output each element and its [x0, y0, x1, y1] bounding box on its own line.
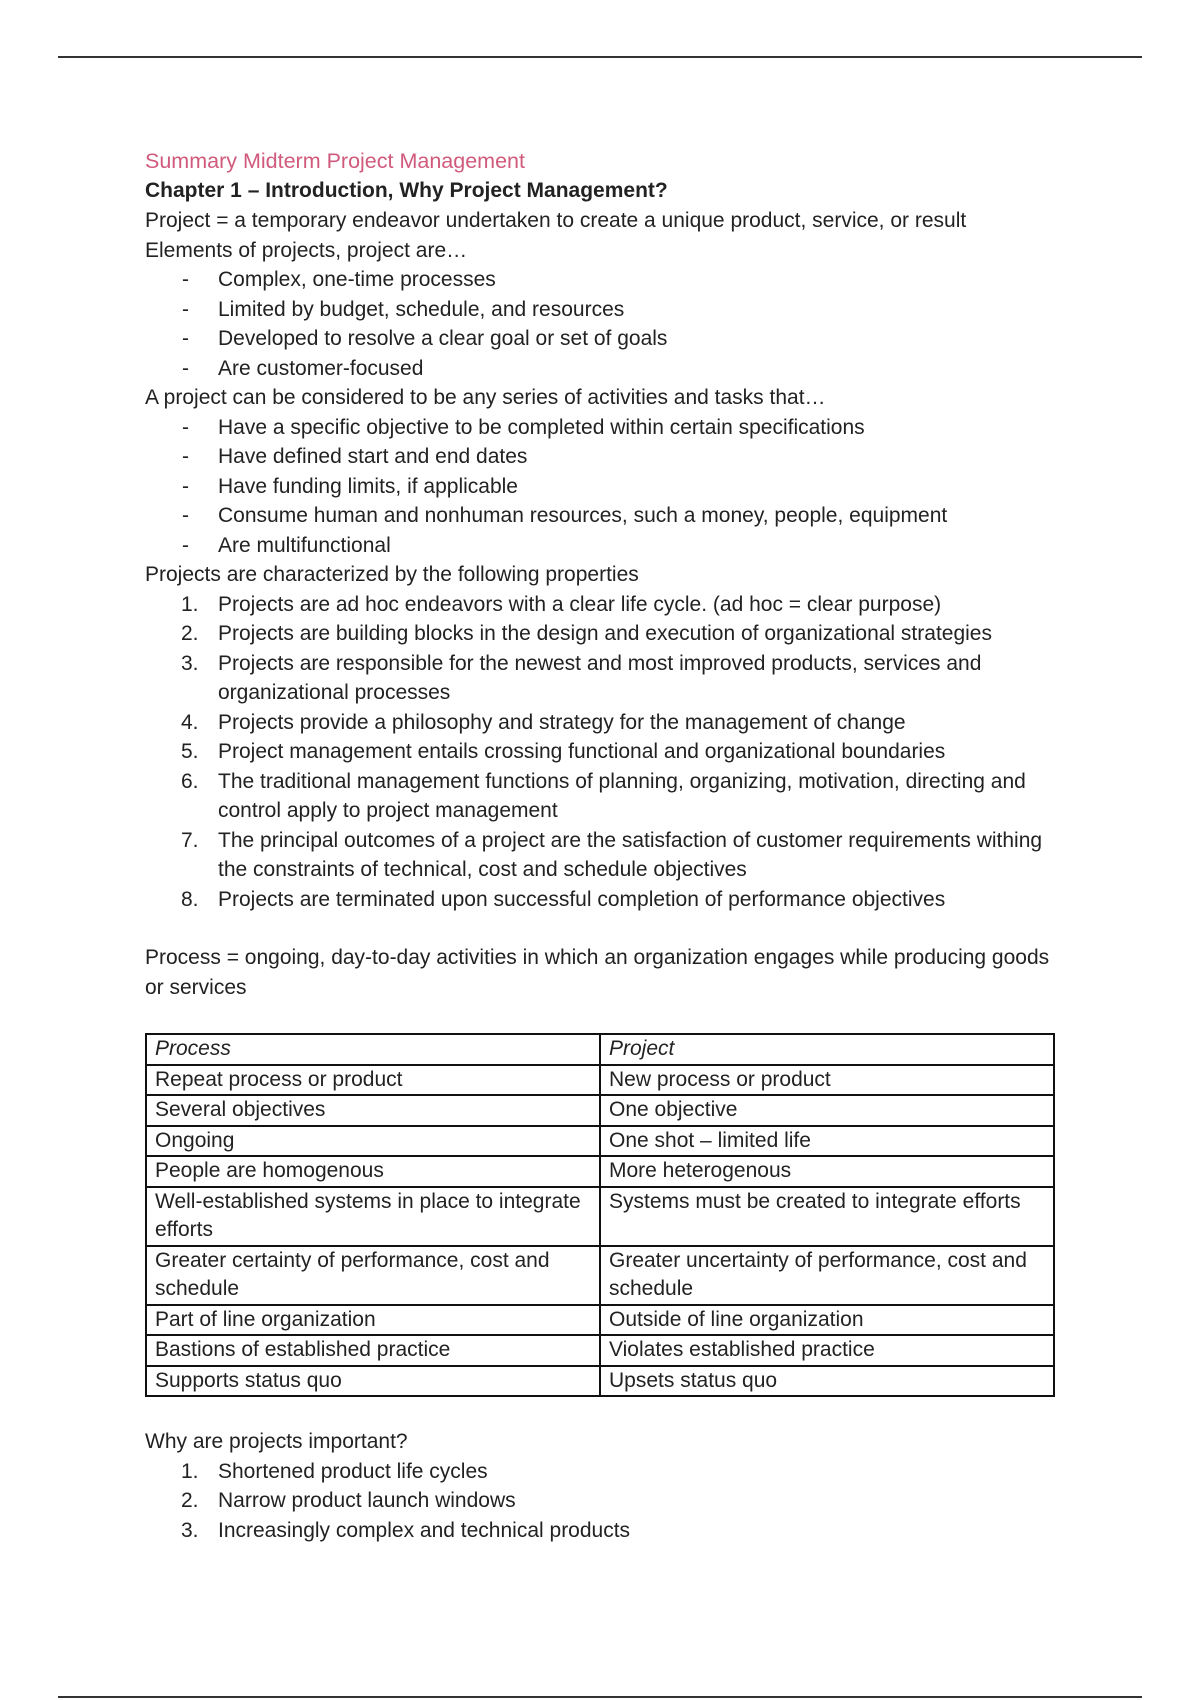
- table-cell: Upsets status quo: [600, 1366, 1054, 1397]
- header-rule: [58, 56, 1142, 58]
- list-number: 4.: [181, 710, 199, 734]
- table-cell: Repeat process or product: [146, 1065, 600, 1096]
- table-cell: Greater uncertainty of performance, cost and schedule: [600, 1246, 1054, 1305]
- list-item: - Complex, one-time processes: [145, 265, 1055, 295]
- elements-intro: Elements of projects, project are…: [145, 238, 468, 262]
- chapter-heading: Chapter 1 – Introduction, Why Project Management?: [145, 179, 668, 202]
- spacer: [145, 1397, 1055, 1427]
- list-item: 1. Projects are ad hoc endeavors with a clear life cycle. (ad hoc = clear purpose): [145, 590, 1055, 620]
- properties-list: [145, 590, 1055, 915]
- list-item: - Developed to resolve a clear goal or set of goals: [145, 324, 1055, 354]
- activities-intro: A project can be considered to be any series of activities and tasks that…: [145, 386, 826, 409]
- dash-bullet: -: [182, 356, 189, 380]
- table-row: [146, 1187, 1054, 1246]
- list-number: 7.: [181, 828, 199, 852]
- table-cell: Greater certainty of performance, cost and schedule: [146, 1246, 600, 1305]
- list-number: 3.: [181, 651, 199, 675]
- table-cell: Supports status quo: [146, 1366, 600, 1397]
- table-cell: Bastions of established practice: [146, 1335, 600, 1366]
- list-number: 6.: [181, 769, 199, 793]
- process-vs-project-table: [145, 1033, 1055, 1397]
- table-cell: Outside of line organization: [600, 1305, 1054, 1336]
- table-header-cell: Process: [146, 1034, 600, 1065]
- footer-rule: [58, 1696, 1142, 1698]
- elements-list: [145, 265, 1055, 383]
- table-row: [146, 1126, 1054, 1157]
- list-number: 2.: [181, 622, 199, 645]
- list-item: - Have a specific objective to be completed within certain specifications: [145, 413, 1055, 443]
- importance-list: [145, 1457, 1055, 1546]
- table-header-row: [146, 1034, 1054, 1065]
- list-item: - Have funding limits, if applicable: [145, 472, 1055, 502]
- list-number: 1.: [181, 592, 199, 616]
- dash-bullet: -: [182, 533, 189, 557]
- table-cell: Part of line organization: [146, 1305, 600, 1336]
- table-row: [146, 1156, 1054, 1187]
- dash-bullet: -: [182, 297, 189, 321]
- process-definition: Process = ongoing, day-to-day activities in which an organization engages while producing goods or services: [145, 946, 1050, 999]
- dash-bullet: -: [182, 474, 189, 498]
- table-cell: People are homogenous: [146, 1156, 600, 1187]
- list-item: 3. Increasingly complex and technical products: [145, 1516, 1055, 1546]
- table-row: [146, 1366, 1054, 1397]
- list-item: - Consume human and nonhuman resources, such a money, people, equipment: [145, 501, 1055, 531]
- table-cell: More heterogenous: [600, 1156, 1054, 1187]
- project-definition: Project = a temporary endeavor undertaken to create a unique product, service, or result: [145, 209, 967, 232]
- table-cell: Violates established practice: [600, 1335, 1054, 1366]
- list-item: 1. Shortened product life cycles: [145, 1457, 1055, 1487]
- dash-bullet: -: [182, 415, 189, 439]
- document-body: [145, 146, 1055, 1545]
- dash-bullet: -: [182, 268, 189, 291]
- table-cell: New process or product: [600, 1065, 1054, 1096]
- table-cell: Several objectives: [146, 1095, 600, 1126]
- list-item: - Are multifunctional: [145, 531, 1055, 561]
- activities-list: [145, 413, 1055, 561]
- list-item: 3. Projects are responsible for the newest and most improved products, services and organizational processes: [145, 649, 1055, 708]
- list-item: - Limited by budget, schedule, and resources: [145, 295, 1055, 325]
- spacer: [145, 1002, 1055, 1033]
- table-header-cell: Project: [600, 1034, 1054, 1065]
- list-item: 7. The principal outcomes of a project are the satisfaction of customer requirements withing the constraints of technical, cost and schedule objectives: [145, 826, 1055, 885]
- table-cell: Ongoing: [146, 1126, 600, 1157]
- list-item: 5. Project management entails crossing functional and organizational boundaries: [145, 737, 1055, 767]
- list-item: 2. Narrow product launch windows: [145, 1486, 1055, 1516]
- table-row: [146, 1246, 1054, 1305]
- list-number: 3.: [181, 1518, 199, 1542]
- list-item: 2. Projects are building blocks in the design and execution of organizational strategies: [145, 619, 1055, 649]
- document-title: Summary Midterm Project Management: [145, 149, 525, 173]
- dash-bullet: -: [182, 445, 189, 468]
- list-number: 5.: [181, 740, 199, 763]
- list-item: - Have defined start and end dates: [145, 442, 1055, 472]
- spacer: [145, 914, 1055, 943]
- dash-bullet: -: [182, 504, 189, 527]
- table-row: [146, 1335, 1054, 1366]
- table-cell: Well-established systems in place to integrate efforts: [146, 1187, 600, 1246]
- table-row: [146, 1065, 1054, 1096]
- dash-bullet: -: [182, 327, 189, 350]
- list-number: 2.: [181, 1489, 199, 1512]
- table-row: [146, 1095, 1054, 1126]
- list-number: 8.: [181, 887, 199, 911]
- list-item: - Are customer-focused: [145, 354, 1055, 384]
- importance-intro: Why are projects important?: [145, 1430, 408, 1453]
- table-row: [146, 1305, 1054, 1336]
- list-item: 4. Projects provide a philosophy and strategy for the management of change: [145, 708, 1055, 738]
- list-item: 8. Projects are terminated upon successful completion of performance objectives: [145, 885, 1055, 915]
- table-cell: Systems must be created to integrate efforts: [600, 1187, 1054, 1246]
- properties-intro: Projects are characterized by the following properties: [145, 563, 639, 586]
- table-cell: One objective: [600, 1095, 1054, 1126]
- table-cell: One shot – limited life: [600, 1126, 1054, 1157]
- list-item: 6. The traditional management functions of planning, organizing, motivation, directing and control apply to project management: [145, 767, 1055, 826]
- list-number: 1.: [181, 1459, 199, 1483]
